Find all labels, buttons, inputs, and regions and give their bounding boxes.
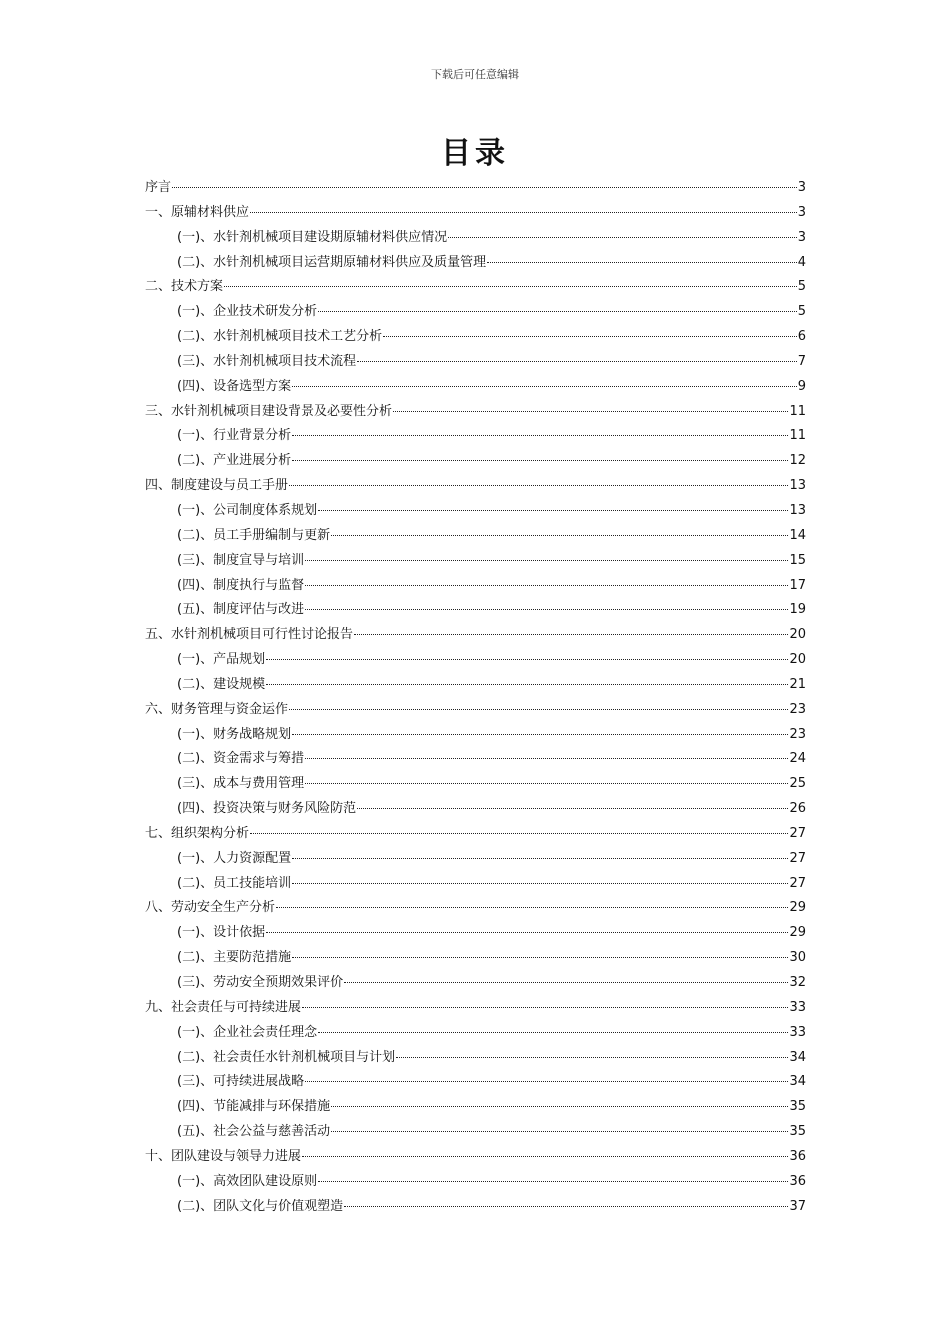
toc-entry-page: 20 [789, 627, 806, 643]
toc-entry[interactable] [145, 1120, 806, 1145]
toc-dot-leader [250, 212, 797, 213]
toc-entry-label: (二)、建设规模 [177, 676, 266, 692]
toc-dot-leader [172, 187, 797, 188]
toc-dot-leader [302, 1156, 788, 1157]
toc-dot-leader [292, 460, 788, 461]
toc-entry[interactable] [145, 723, 806, 748]
toc-entry-label: (二)、主要防范措施 [177, 950, 292, 966]
toc-entry-label: (一)、公司制度体系规划 [177, 502, 318, 518]
toc-entry[interactable] [145, 598, 806, 623]
toc-dot-leader [292, 435, 788, 436]
toc-dot-leader [266, 932, 788, 933]
toc-entry-label: (二)、水针剂机械项目技术工艺分析 [177, 329, 383, 345]
toc-entry-label: (三)、水针剂机械项目技术流程 [177, 353, 357, 369]
toc-entry-page: 36 [789, 1148, 806, 1164]
toc-entry[interactable] [145, 400, 806, 425]
toc-entry-page: 34 [789, 1074, 806, 1090]
toc-dot-leader [305, 609, 788, 610]
toc-entry-page: 34 [789, 1049, 806, 1065]
toc-entry[interactable] [145, 1070, 806, 1095]
toc-entry-page: 13 [789, 478, 806, 494]
toc-dot-leader [448, 237, 797, 238]
toc-dot-leader [357, 361, 797, 362]
toc-dot-leader [276, 907, 788, 908]
toc-entry[interactable] [145, 747, 806, 772]
toc-entry-label: (四)、设备选型方案 [177, 378, 292, 394]
toc-entry-page: 35 [789, 1099, 806, 1115]
toc-dot-leader [318, 311, 797, 312]
toc-entry-page: 30 [789, 950, 806, 966]
toc-entry[interactable] [145, 275, 806, 300]
toc-entry-page: 9 [797, 378, 806, 394]
toc-entry-label: (二)、员工技能培训 [177, 875, 292, 891]
toc-dot-leader [302, 1007, 788, 1008]
toc-entry-label: 七、组织架构分析 [145, 825, 250, 841]
toc-entry-page: 32 [789, 975, 806, 990]
toc-entry[interactable] [145, 921, 806, 946]
toc-entry[interactable] [145, 1095, 806, 1120]
toc-entry[interactable] [145, 300, 806, 325]
toc-entry-page: 24 [789, 751, 806, 767]
toc-entry[interactable] [145, 648, 806, 673]
toc-entry-page: 29 [789, 900, 806, 916]
toc-entry[interactable] [145, 847, 806, 872]
toc-entry[interactable] [145, 896, 806, 921]
toc-entry[interactable] [145, 996, 806, 1021]
toc-dot-leader [292, 883, 788, 884]
toc-entry-page: 17 [789, 577, 806, 593]
toc-entry-page: 14 [789, 527, 806, 543]
toc-entry-page: 25 [789, 776, 806, 792]
toc-dot-leader [393, 411, 788, 412]
toc-entry-label: (二)、资金需求与筹措 [177, 751, 305, 767]
toc-entry-label: (一)、企业技术研发分析 [177, 304, 318, 320]
toc-entry-page: 27 [789, 825, 806, 841]
toc-entry[interactable] [145, 772, 806, 797]
toc-entry-label: (一)、产品规划 [177, 652, 266, 668]
toc-dot-leader [331, 1131, 788, 1132]
toc-entry-label: 三、水针剂机械项目建设背景及必要性分析 [145, 403, 393, 419]
toc-dot-leader [318, 510, 788, 511]
toc-entry[interactable] [145, 698, 806, 723]
toc-entry-page: 20 [789, 652, 806, 668]
toc-entry-label: (五)、制度评估与改进 [177, 602, 305, 618]
toc-dot-leader [292, 957, 788, 958]
toc-entry-page: 5 [797, 279, 806, 295]
toc-dot-leader [487, 262, 797, 263]
toc-dot-leader [266, 684, 788, 685]
toc-entry[interactable] [145, 971, 806, 996]
header-note: 下载后可任意编辑 [431, 68, 519, 81]
toc-entry-label: (二)、水针剂机械项目运营期原辅材料供应及质量管理 [177, 254, 487, 270]
toc-entry[interactable] [145, 1021, 806, 1046]
toc-entry-label: (一)、企业社会责任理念 [177, 1024, 318, 1040]
toc-entry-page: 23 [789, 726, 806, 742]
toc-entry-label: (一)、设计依据 [177, 925, 266, 941]
toc-dot-leader [396, 1057, 788, 1058]
toc-entry-page: 7 [797, 353, 806, 369]
toc-dot-leader [305, 783, 788, 784]
toc-entry[interactable] [145, 822, 806, 847]
toc-entry-label: (二)、员工手册编制与更新 [177, 527, 331, 543]
toc-entry-label: (一)、行业背景分析 [177, 428, 292, 444]
toc-dot-leader [354, 634, 788, 635]
toc-dot-leader [224, 286, 797, 287]
toc-dot-leader [305, 1081, 788, 1082]
toc-entry-page: 19 [789, 602, 806, 618]
toc-dot-leader [318, 1032, 788, 1033]
toc-entry[interactable] [145, 946, 806, 971]
toc-entry-label: 八、劳动安全生产分析 [145, 900, 276, 916]
toc-entry[interactable] [145, 872, 806, 897]
toc-entry[interactable] [145, 549, 806, 574]
toc-entry-page: 13 [789, 502, 806, 518]
toc-entry-label: 十、团队建设与领导力进展 [145, 1148, 302, 1164]
toc-entry-label: 序言 [145, 180, 172, 195]
toc-entry-page: 21 [789, 676, 806, 692]
toc-entry-page: 3 [797, 180, 806, 195]
toc-entry-label: (三)、劳动安全预期效果评价 [177, 975, 344, 990]
toc-title: 目录 [441, 136, 509, 171]
toc-entry-page: 11 [789, 403, 806, 419]
toc-dot-leader [289, 709, 788, 710]
toc-entry-page: 37 [789, 1198, 806, 1214]
toc-entry-page: 11 [789, 428, 806, 444]
toc-entry-page: 33 [789, 999, 806, 1015]
toc-entry[interactable] [145, 176, 806, 201]
toc-entry-page: 23 [789, 701, 806, 717]
toc-entry-label: 九、社会责任与可持续进展 [145, 999, 302, 1015]
toc-entry-page: 12 [789, 453, 806, 469]
toc-entry[interactable] [145, 226, 806, 251]
toc-entry-label: (二)、产业进展分析 [177, 453, 292, 469]
toc-entry[interactable] [145, 797, 806, 822]
toc-entry-label: (一)、水针剂机械项目建设期原辅材料供应情况 [177, 229, 448, 245]
toc-entry[interactable] [145, 623, 806, 648]
toc-entry-page: 35 [789, 1124, 806, 1140]
toc-dot-leader [305, 758, 788, 759]
toc-entry-label: 二、技术方案 [145, 279, 224, 295]
toc-entry[interactable] [145, 251, 806, 276]
toc-entry-label: (三)、制度宣导与培训 [177, 552, 305, 568]
toc-dot-leader [292, 858, 788, 859]
toc-entry-page: 27 [789, 850, 806, 866]
toc-entry-page: 3 [797, 229, 806, 245]
toc-entry-label: (一)、高效团队建设原则 [177, 1173, 318, 1189]
toc-entry-page: 36 [789, 1173, 806, 1189]
toc-dot-leader [250, 833, 788, 834]
toc-dot-leader [357, 808, 788, 809]
toc-entry-page: 33 [789, 1024, 806, 1040]
toc-entry-page: 6 [797, 329, 806, 345]
toc-entry-label: (五)、社会公益与慈善活动 [177, 1124, 331, 1140]
toc-dot-leader [344, 982, 788, 983]
toc-entry[interactable] [145, 375, 806, 400]
toc-entry[interactable] [145, 350, 806, 375]
toc-entry[interactable] [145, 424, 806, 449]
toc-entry-label: (三)、成本与费用管理 [177, 776, 305, 792]
toc-entry[interactable] [145, 1195, 806, 1220]
toc-dot-leader [305, 560, 788, 561]
toc-dot-leader [292, 734, 788, 735]
toc-entry-label: 一、原辅材料供应 [145, 204, 250, 220]
toc-dot-leader [383, 336, 797, 337]
toc-entry[interactable] [145, 474, 806, 499]
toc-entry-label: (一)、财务战略规划 [177, 726, 292, 742]
toc-dot-leader [318, 1181, 788, 1182]
toc-entry[interactable] [145, 449, 806, 474]
toc-entry-label: (二)、团队文化与价值观塑造 [177, 1198, 344, 1214]
toc-dot-leader [266, 659, 788, 660]
toc-entry-label: (二)、社会责任水针剂机械项目与计划 [177, 1049, 396, 1065]
toc-entry-page: 5 [797, 304, 806, 320]
toc-dot-leader [331, 1106, 788, 1107]
toc-entry[interactable] [145, 1046, 806, 1071]
toc-entry[interactable] [145, 524, 806, 549]
toc-dot-leader [289, 485, 788, 486]
toc-entry-page: 26 [789, 801, 806, 817]
toc-entry-label: 五、水针剂机械项目可行性讨论报告 [145, 627, 354, 643]
toc-dot-leader [292, 386, 797, 387]
toc-entry-label: (四)、投资决策与财务风险防范 [177, 801, 357, 817]
toc-entry-label: (一)、人力资源配置 [177, 850, 292, 866]
toc-entry-page: 4 [797, 254, 806, 270]
toc-entry[interactable] [145, 574, 806, 599]
toc-entry-label: 四、制度建设与员工手册 [145, 478, 289, 494]
toc-entry[interactable] [145, 673, 806, 698]
toc-entry-page: 15 [789, 552, 806, 568]
toc-entry[interactable] [145, 325, 806, 350]
toc-entry-page: 3 [797, 204, 806, 220]
toc-entry[interactable] [145, 499, 806, 524]
toc-dot-leader [344, 1206, 788, 1207]
toc-entry-label: (三)、可持续进展战略 [177, 1074, 305, 1090]
toc-entry[interactable] [145, 1170, 806, 1195]
toc-entry-label: 六、财务管理与资金运作 [145, 701, 289, 717]
toc-entry-label: (四)、节能减排与环保措施 [177, 1099, 331, 1115]
toc-entry[interactable] [145, 1145, 806, 1170]
toc-entry[interactable] [145, 201, 806, 226]
toc-entry-label: (四)、制度执行与监督 [177, 577, 305, 593]
table-of-contents [145, 176, 806, 1219]
toc-dot-leader [331, 535, 788, 536]
toc-dot-leader [305, 585, 788, 586]
toc-entry-page: 29 [789, 925, 806, 941]
toc-entry-page: 27 [789, 875, 806, 891]
